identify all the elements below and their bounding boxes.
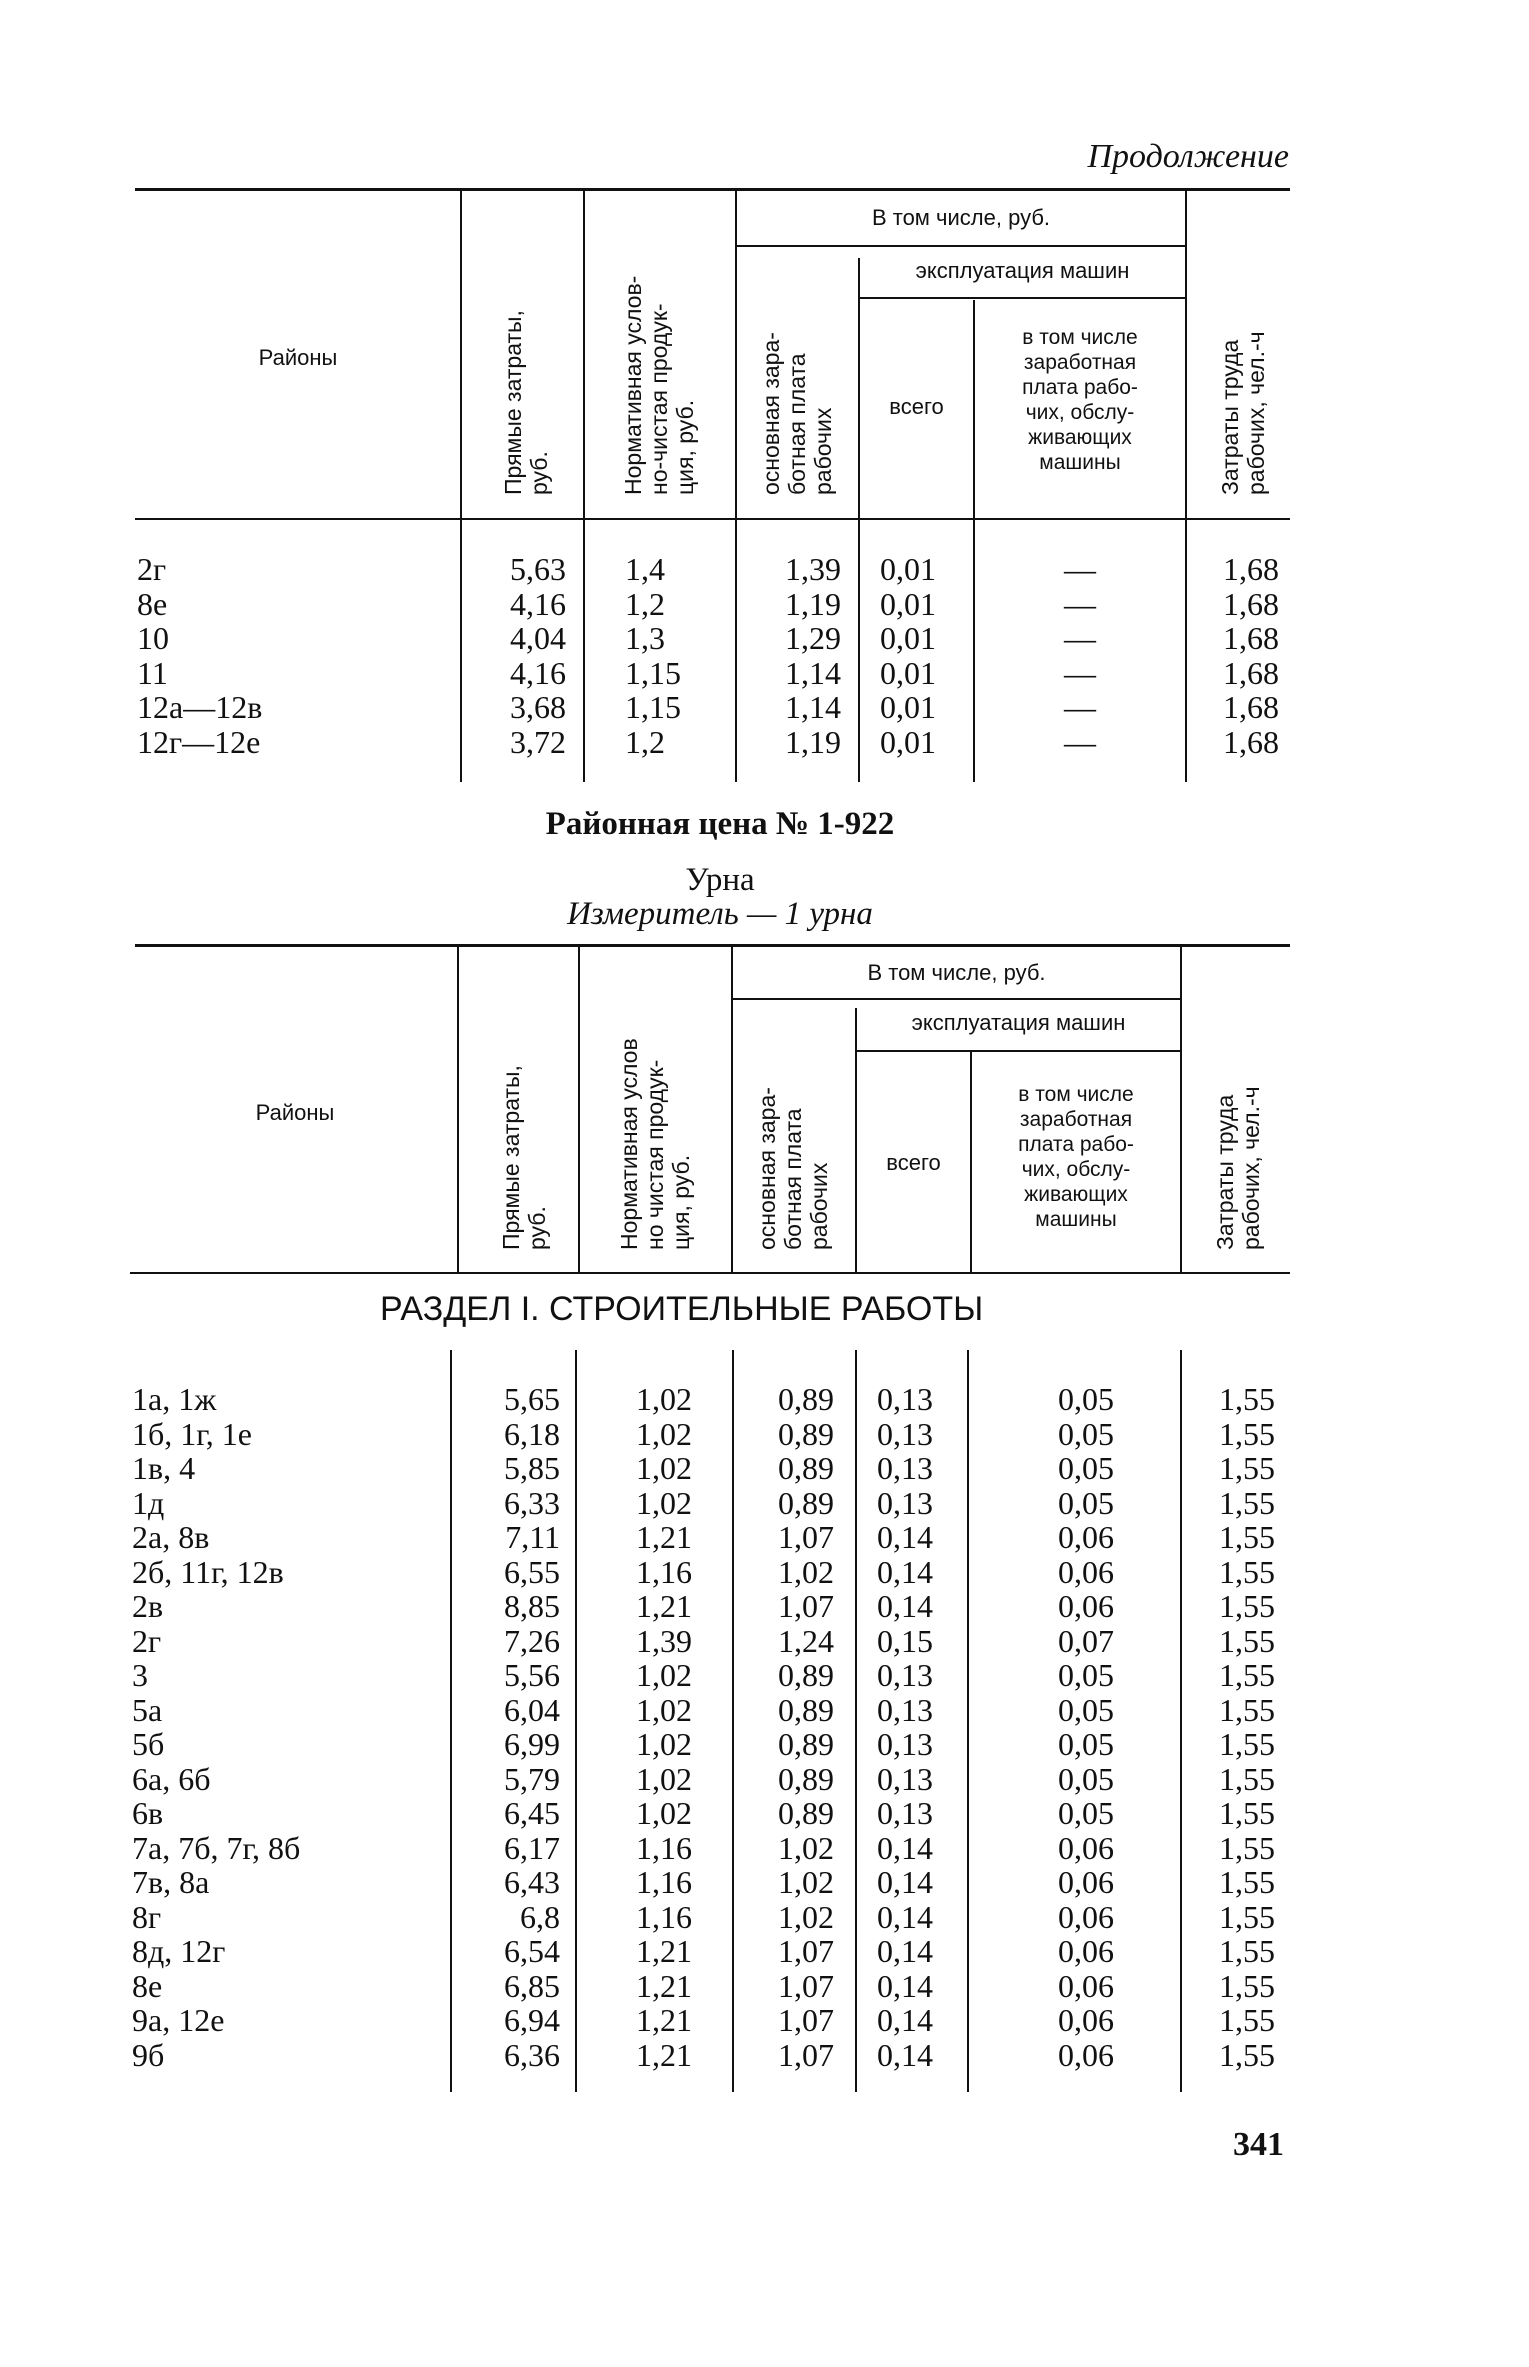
table-cell: 0,89 [778,1415,834,1452]
table-cell: 1,07 [778,2002,834,2038]
table-cell: 1,14 [785,654,841,691]
table-cell: — [1064,723,1096,760]
table-cell: 1,55 [1219,1829,1275,1866]
t2-col-labor [1182,1382,1275,2072]
table-cell: 5,85 [504,1450,560,1486]
table-cell: 0,06 [1058,1829,1114,1866]
table-cell: 0,06 [1058,1967,1114,2004]
table-2-vrule [578,946,580,1272]
table-cell: 0,01 [880,585,936,622]
table-cell: 2г [137,551,167,587]
table-cell: 8е [137,585,168,622]
table-cell: 0,06 [1058,1898,1114,1935]
table-cell: 6,8 [520,1898,560,1935]
table-cell: 0,14 [877,1519,933,1555]
table-cell: 6,33 [504,1484,560,1521]
header-line: плата рабо- [1018,1133,1134,1156]
header-line: ботная плата [784,353,810,495]
t2-col-base-wage [734,1382,834,2072]
header-regions: Районы [255,1100,335,1125]
table-cell: 0,13 [877,1795,933,1831]
header-line: рабочих [810,407,836,495]
table-cell: 1,68 [1223,551,1279,587]
header-line: ция, руб. [672,399,698,495]
table-cell: — [1064,551,1096,587]
header-line: в том числе [1022,326,1138,349]
table-2-vrule [1180,946,1182,1272]
table-1-subrule [737,245,1185,247]
header-line: Нормативная услов [616,1038,642,1250]
table-cell: 1,68 [1223,689,1279,725]
table-cell: 0,89 [778,1381,834,1417]
table-cell: 6,45 [504,1795,560,1831]
table-cell: 0,05 [1058,1450,1114,1486]
table-2-vrule [731,946,733,1272]
table-cell: 1,68 [1223,654,1279,691]
table-cell: 1,39 [636,1622,692,1659]
header-line: плата рабо- [1022,376,1138,399]
table-cell: 1,14 [785,689,841,725]
table-cell: 2г [132,1622,162,1659]
header-line: рабочих, чел.-ч [1243,331,1269,495]
table-cell: 1,55 [1219,1450,1275,1486]
table-cell: 0,13 [877,1691,933,1728]
header-line: Нормативная услов- [620,275,646,495]
table-1-vrule [858,520,860,782]
table-cell: 8е [132,1967,163,2004]
table-cell: — [1064,654,1096,691]
table-cell: 1,07 [778,1933,834,1969]
table-cell: 0,14 [877,1829,933,1866]
table-cell: 6в [132,1795,164,1831]
table-cell: 1,55 [1219,1622,1275,1659]
table-cell: 7в, 8а [132,1864,210,1900]
header-base-wage [758,332,836,495]
table-cell: 1,02 [636,1381,692,1417]
header-incl-wage [972,1082,1180,1232]
header-direct-costs [498,1065,550,1250]
table-cell: 0,05 [1058,1726,1114,1762]
table-cell: 0,13 [877,1450,933,1486]
table-cell: 5б [132,1726,165,1762]
table-cell: 0,14 [877,1967,933,2004]
table-cell: 0,15 [877,1622,933,1659]
table-cell: 2в [132,1588,164,1624]
table-cell: 1д [132,1484,165,1521]
t2-col-regions [132,1382,447,2072]
table-cell: 1,55 [1219,1726,1275,1762]
table-cell: 6,43 [504,1864,560,1900]
table-cell: 1,02 [778,1553,834,1590]
table-cell: 1,55 [1219,2036,1275,2073]
table-cell: 0,01 [880,689,936,725]
header-line: живающих [1024,1183,1128,1206]
table-cell: 0,05 [1058,1657,1114,1693]
table-cell: 3,72 [510,723,566,760]
table-cell: 0,07 [1058,1622,1114,1659]
t1-col-machine-total [880,552,970,759]
table-cell: 0,14 [877,2036,933,2073]
header-including: В том числе, руб. [871,205,1051,230]
table-cell: 1,16 [636,1829,692,1866]
header-total: всего [889,394,944,419]
table-cell: 1,55 [1219,1588,1275,1624]
table-cell: 1,55 [1219,1760,1275,1797]
header-line: Прямые затраты, [500,310,526,495]
table-cell: 1,02 [778,1898,834,1935]
t1-col-regions [137,552,457,759]
table-cell: 1,07 [778,1588,834,1624]
table-cell: 0,13 [877,1760,933,1797]
table-2-vrule [855,1350,857,2092]
table-cell: 0,01 [880,654,936,691]
header-machine-op: эксплуатация машин [915,258,1130,283]
table-cell: 0,01 [880,551,936,587]
table-cell: 1,68 [1223,585,1279,622]
table-cell: 5а [132,1691,163,1728]
header-line: рабочих [806,1162,832,1250]
table-cell: 7,26 [504,1622,560,1659]
table-cell: 1,55 [1219,2002,1275,2038]
table-cell: 1в, 4 [132,1450,196,1486]
t1-col-machine-wage [975,552,1185,759]
table-cell: 1,21 [636,2002,692,2038]
table-cell: 1,21 [636,1588,692,1624]
table-2-vrule [457,946,459,1272]
table-cell: 0,05 [1058,1691,1114,1728]
table-cell: 1,07 [778,2036,834,2073]
header-line: рабочих, чел.-ч [1238,1086,1264,1250]
table-cell: 6,17 [504,1829,560,1866]
table-cell: 1,55 [1219,1381,1275,1417]
table-cell: 4,16 [510,585,566,622]
table-cell: 1,55 [1219,1795,1275,1831]
header-labor [1217,331,1269,495]
table-cell: 0,13 [877,1381,933,1417]
table-cell: 6,18 [504,1415,560,1452]
table-cell: 0,06 [1058,1864,1114,1900]
table-cell: 7а, 7б, 7г, 8б [132,1829,301,1866]
table-cell: 1,21 [636,1933,692,1969]
header-line: чих, обслу- [1025,401,1135,424]
table-2-top-rule [135,944,1290,947]
table-cell: 1,02 [778,1829,834,1866]
header-line: Прямые затраты, [498,1065,524,1250]
price-title: Районная цена № 1-922 [545,806,895,842]
table-1-header-rule [135,518,1290,520]
table-cell: 1,55 [1219,1519,1275,1555]
header-line: основная зара- [758,332,784,495]
table-1-vrule [460,190,462,518]
table-cell: 1,21 [636,2036,692,2073]
header-direct-costs [500,310,552,495]
table-cell: 6,99 [504,1726,560,1762]
header-normative [616,1038,694,1250]
table-cell: — [1064,620,1096,656]
table-cell: 0,89 [778,1450,834,1486]
table-cell: 0,89 [778,1726,834,1762]
header-line: но-чистая продук- [646,303,672,495]
table-cell: 7,11 [505,1519,560,1555]
table-cell: 2а, 8в [132,1519,210,1555]
header-incl-wage [975,325,1185,475]
header-line: заработная [1019,1108,1133,1131]
t1-col-base-wage [737,552,841,759]
table-cell: 0,01 [880,723,936,760]
table-cell: 5,65 [504,1381,560,1417]
table-cell: 1,19 [785,723,841,760]
table-cell: 6,36 [504,2036,560,2073]
table-cell: 0,01 [880,620,936,656]
header-line: Затраты труда [1217,339,1243,495]
table-cell: 4,04 [510,620,566,656]
table-cell: 1,21 [636,1967,692,2004]
table-cell: 0,05 [1058,1760,1114,1797]
table-cell: — [1064,585,1096,622]
table-cell: 1,55 [1219,1415,1275,1452]
table-cell: 6,54 [504,1933,560,1969]
table-2-subrule [857,1050,1180,1052]
table-cell: 8г [132,1898,162,1935]
table-cell: 0,89 [778,1795,834,1831]
table-cell: 0,14 [877,1898,933,1935]
t2-col-machine-wage [969,1382,1114,2072]
t2-col-normative [577,1382,692,2072]
table-cell: 5,79 [504,1760,560,1797]
table-cell: 0,89 [778,1760,834,1797]
table-cell: 1,39 [785,551,841,587]
table-2-subrule [733,998,1180,1000]
table-cell: 1,55 [1219,1657,1275,1693]
header-base-wage [754,1087,832,1250]
table-cell: 1,15 [625,689,681,725]
header-line: руб. [526,451,552,495]
table-cell: 1,68 [1223,723,1279,760]
header-line: чих, обслу- [1021,1158,1131,1181]
table-cell: 1,21 [636,1519,692,1555]
table-cell: 9б [132,2036,165,2073]
table-cell: 6,85 [504,1967,560,2004]
table-cell: 0,06 [1058,1519,1114,1555]
table-cell: 1,55 [1219,1864,1275,1900]
table-cell: 0,05 [1058,1381,1114,1417]
table-cell: 1,02 [636,1450,692,1486]
t2-col-machine-total [877,1382,967,2072]
header-line: в том числе [1018,1083,1134,1106]
table-cell: 1,02 [636,1795,692,1831]
table-cell: 0,13 [877,1484,933,1521]
table-cell: 1,07 [778,1967,834,2004]
header-machine-op: эксплуатация машин [911,1010,1126,1035]
table-cell: 11 [137,654,168,691]
t1-col-labor [1187,552,1279,759]
table-cell: 0,06 [1058,2036,1114,2073]
table-cell: 1,2 [625,723,665,760]
table-1-vrule [583,520,585,782]
table-cell: 0,05 [1058,1795,1114,1831]
measure: Измеритель — 1 урна [567,896,873,932]
table-cell: 4,16 [510,654,566,691]
table-cell: 1б, 1г, 1е [132,1415,252,1452]
table-cell: 1,16 [636,1553,692,1590]
table-cell: 0,05 [1058,1415,1114,1452]
header-line: заработная [1023,351,1137,374]
table-cell: 0,06 [1058,1588,1114,1624]
table-2-header-rule [130,1272,1290,1274]
table-cell: 0,13 [877,1415,933,1452]
table-cell: 8д, 12г [132,1933,226,1969]
table-cell: 0,13 [877,1657,933,1693]
header-normative [620,276,698,495]
header-labor [1212,1086,1264,1250]
table-cell: 1,55 [1219,1484,1275,1521]
table-cell: 1,2 [625,585,665,622]
table-cell: 8,85 [504,1588,560,1624]
table-cell: 0,06 [1058,2002,1114,2038]
header-line: живающих [1028,426,1132,449]
table-cell: 12г—12е [137,723,261,760]
section-title: РАЗДЕЛ I. СТРОИТЕЛЬНЫЕ РАБОТЫ [380,1290,984,1328]
header-total: всего [886,1150,941,1175]
table-cell: 0,14 [877,2002,933,2038]
table-cell: 1,02 [636,1415,692,1452]
table-cell: 0,89 [778,1657,834,1693]
table-cell: 0,05 [1058,1484,1114,1521]
item-name: Урна [685,862,755,898]
table-cell: 5,63 [510,551,566,587]
table-cell: 1,02 [778,1864,834,1900]
table-cell: 5,56 [504,1657,560,1693]
table-cell: 1,02 [636,1726,692,1762]
table-cell: 1,55 [1219,1898,1275,1935]
table-cell: 2б, 11г, 12в [132,1553,284,1590]
table-cell: 0,14 [877,1588,933,1624]
table-cell: 6,55 [504,1553,560,1590]
page-number: 341 [1233,2126,1284,2163]
header-line: машины [1035,1208,1117,1231]
t1-col-normative [625,552,733,759]
header-line: ботная плата [780,1108,806,1250]
table-cell: 1,3 [625,620,665,656]
table-cell: 1,02 [636,1691,692,1728]
table-cell: 3,68 [510,689,566,725]
header-line: руб. [524,1206,550,1250]
table-cell: 10 [137,620,169,656]
table-cell: 1,02 [636,1484,692,1521]
table-cell: 0,14 [877,1553,933,1590]
table-cell: 6,04 [504,1691,560,1728]
table-cell: 0,89 [778,1484,834,1521]
header-line: но чистая продук- [642,1059,668,1250]
table-1-vrule [583,190,585,518]
table-cell: 1,02 [636,1760,692,1797]
table-1-vrule [735,190,737,518]
table-cell: 0,06 [1058,1553,1114,1590]
table-cell: 0,14 [877,1933,933,1969]
table-cell: 1а, 1ж [132,1381,217,1417]
table-cell: 1,55 [1219,1933,1275,1969]
header-line: основная зара- [754,1087,780,1250]
table-cell: 1,55 [1219,1553,1275,1590]
table-cell: 1,55 [1219,1691,1275,1728]
t1-col-direct-costs [462,552,566,759]
table-cell: 1,68 [1223,620,1279,656]
table-cell: 3 [132,1657,148,1693]
table-2-vrule [855,1008,857,1272]
table-1-vrule [1185,190,1187,518]
table-cell: 6а, 6б [132,1760,211,1797]
table-cell: 1,16 [636,1864,692,1900]
table-cell: 1,16 [636,1898,692,1935]
table-cell: 1,19 [785,585,841,622]
table-cell: 0,14 [877,1864,933,1900]
table-cell: 6,94 [504,2002,560,2038]
header-line: машины [1039,451,1121,474]
table-cell: 1,15 [625,654,681,691]
header-regions: Районы [258,345,338,370]
t2-col-direct-costs [452,1382,560,2072]
table-cell: 12а—12в [137,689,263,725]
table-cell: 1,07 [778,1519,834,1555]
table-cell: — [1064,689,1096,725]
table-cell: 0,89 [778,1691,834,1728]
table-1-top-rule [135,188,1290,191]
table-cell: 1,4 [625,551,665,587]
table-cell: 0,06 [1058,1933,1114,1969]
table-1-subrule [860,297,1185,299]
continuation-label: Продолжение [1087,138,1289,175]
table-cell: 0,13 [877,1726,933,1762]
table-cell: 1,02 [636,1657,692,1693]
table-cell: 1,29 [785,620,841,656]
table-cell: 1,55 [1219,1967,1275,2004]
header-including: В том числе, руб. [867,960,1046,985]
header-line: Затраты труда [1212,1094,1238,1250]
table-cell: 9а, 12е [132,2002,225,2038]
header-line: ция, руб. [668,1154,694,1250]
table-cell: 1,24 [778,1622,834,1659]
